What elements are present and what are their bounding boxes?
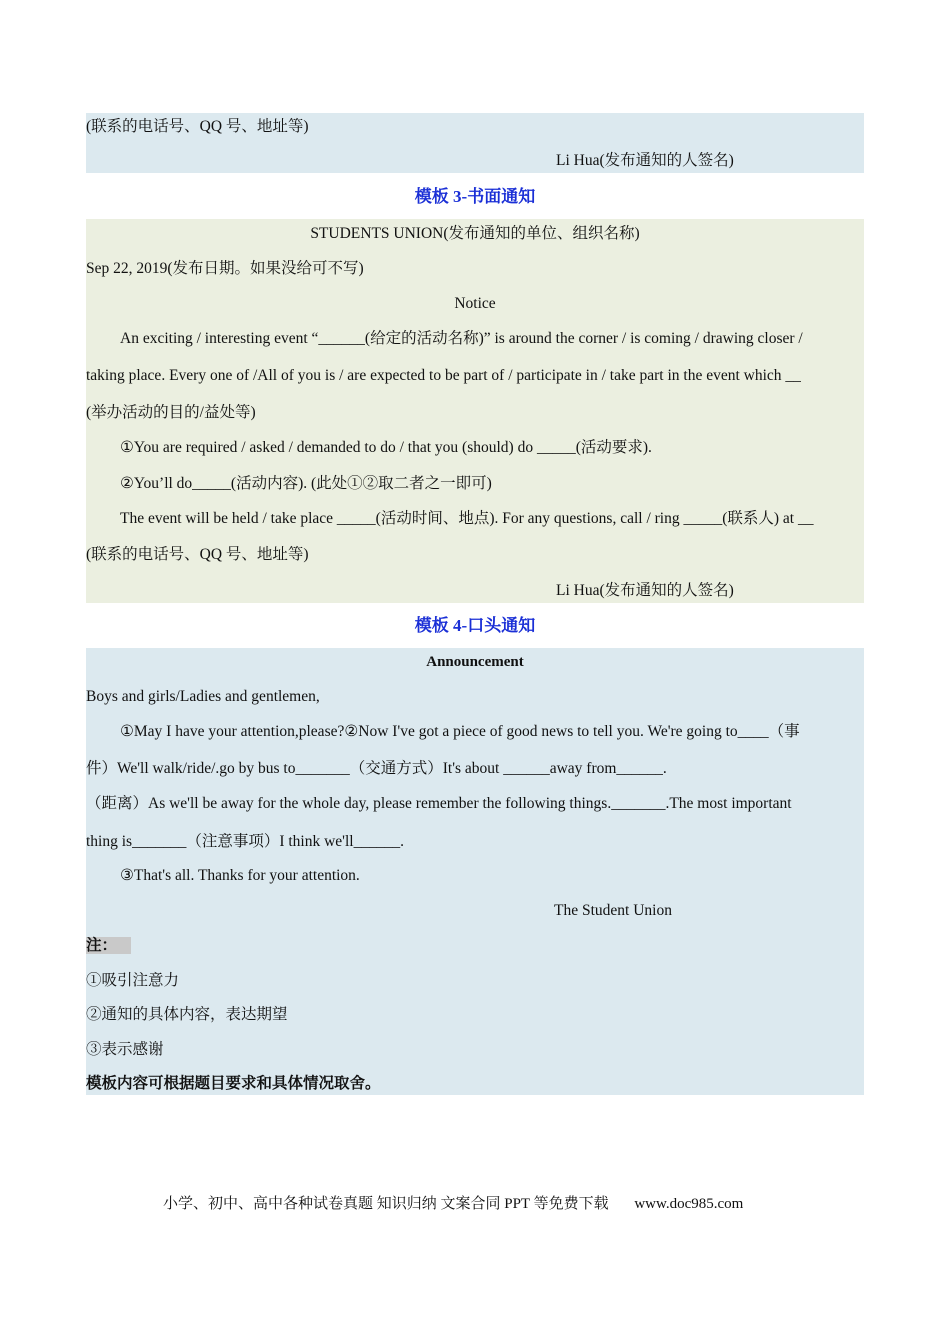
signature-line: Li Hua(发布通知的人签名) [556, 582, 734, 599]
note-item: ②通知的具体内容，表达期望 [86, 1006, 288, 1023]
announcement-greeting: Boys and girls/Ladies and gentlemen, [86, 688, 320, 705]
template4-heading: 模板 4-口头通知 [414, 616, 536, 635]
final-note: 模板内容可根据题目要求和具体情况取舍。 [86, 1075, 381, 1092]
page-footer [163, 1192, 743, 1213]
note-item: ①吸引注意力 [86, 972, 180, 989]
notice-paragraph-line: (举办活动的目的/益处等) [86, 404, 256, 421]
announcement-line: thing is_______（注意事项）I think we'll______. [86, 833, 404, 850]
contact-line: (联系的电话号、QQ 号、地址等) [86, 546, 309, 563]
announcement-line: ①May I have your attention,please?②Now I've got a piece of good news to tell you. We're going to____（事 [120, 723, 800, 740]
notice-time-place: The event will be held / take place _____(活动时间、地点). For any questions, call / ring _____(联系人) at __ [120, 510, 814, 527]
contact-line: (联系的电话号、QQ 号、地址等) [86, 118, 309, 135]
announcement-title: Announcement [426, 654, 524, 670]
notice-title: Notice [454, 295, 496, 312]
notice-date: Sep 22, 2019(发布日期。如果没给可不写) [86, 260, 364, 277]
footer-text: 小学、初中、高中各种试卷真题 知识归纳 文案合同 PPT 等免费下载 [163, 1196, 609, 1212]
note-label: 注： [86, 937, 131, 954]
notice-organization: STUDENTS UNION(发布通知的单位、组织名称) [310, 225, 640, 242]
template3-heading: 模板 3-书面通知 [414, 187, 536, 206]
announcement-line: 件）We'll walk/ride/.go by bus to_______（交通方式）It's about ______away from______. [86, 760, 667, 777]
announcement-closing: ③That's all. Thanks for your attention. [120, 867, 360, 884]
note-item: ③表示感谢 [86, 1041, 164, 1058]
footer-url[interactable]: www.doc985.com [634, 1196, 744, 1212]
notice-paragraph-line: An exciting / interesting event “______(给定的活动名称)” is around the corner / is coming / drawing closer / [120, 330, 803, 347]
signature-line: The Student Union [554, 902, 672, 919]
notice-requirement: ①You are required / asked / demanded to do / that you (should) do _____(活动要求). [120, 439, 652, 456]
note-label-wrap [86, 936, 131, 956]
announcement-line: （距离）As we'll be away for the whole day, please remember the following things._______.The most important [86, 795, 792, 812]
notice-content: ②You’ll do_____(活动内容). (此处①②取二者之一即可) [120, 475, 492, 492]
notice-paragraph-line: taking place. Every one of /All of you is / are expected to be part of / participate in / take part in the event which __ [86, 367, 801, 384]
signature-line: Li Hua(发布通知的人签名) [556, 152, 734, 169]
